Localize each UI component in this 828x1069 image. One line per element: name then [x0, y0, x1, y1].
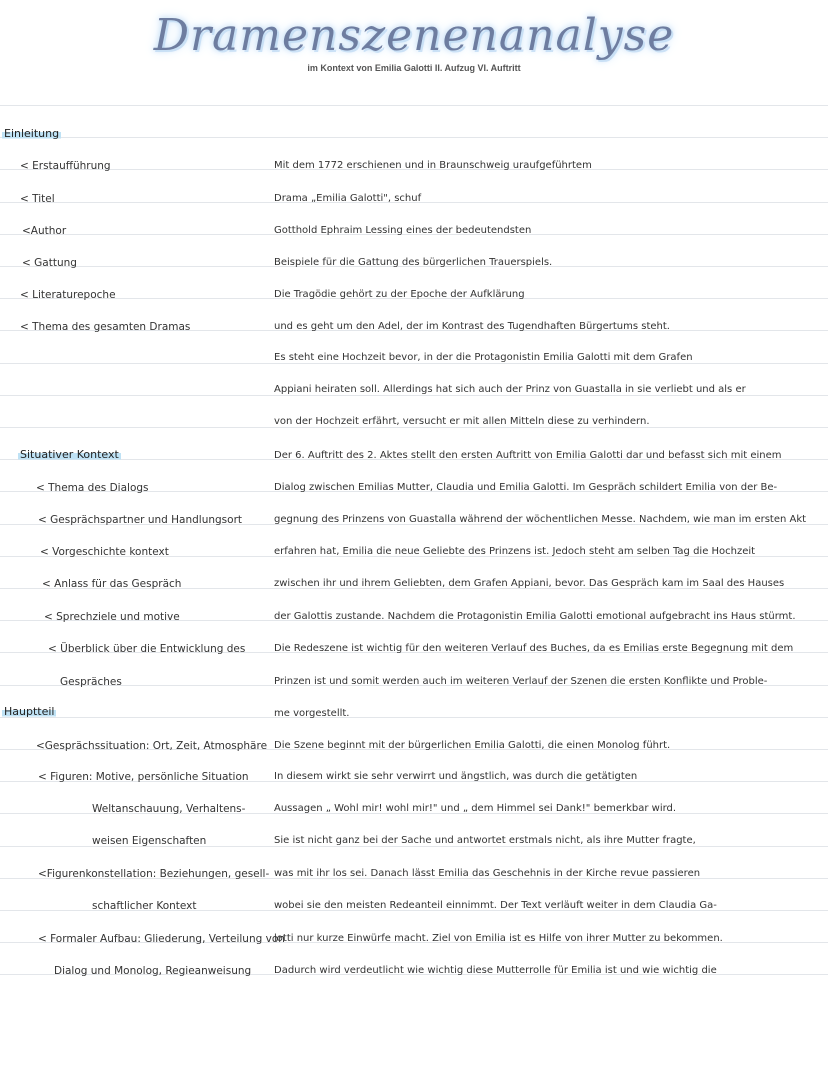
text-line: me vorgestellt. — [274, 708, 350, 719]
text-line: Appiani heiraten soll. Allerdings hat sich auch der Prinz von Guastalla in sie verliebt und als er — [274, 384, 746, 395]
text-line: Sie ist nicht ganz bei der Sache und antwortet erstmals nicht, als ihre Mutter fragte, — [274, 835, 696, 846]
text-line: zwischen ihr und ihrem Geliebten, dem Grafen Appiani, bevor. Das Gespräch kam im Saal des Hauses — [274, 578, 785, 589]
ruled-line — [0, 137, 828, 138]
label-gattung: < Gattung — [22, 257, 77, 269]
text-line: gegnung des Prinzens von Guastalla während der wöchentlichen Messe. Nachdem, wie man im ersten Akt — [274, 514, 807, 525]
label-gespraeches: Gespräches — [60, 676, 122, 688]
text-line: von der Hochzeit erfährt, versucht er mit allen Mitteln diese zu verhindern. — [274, 416, 650, 427]
label-figurenkonstellation: <Figurenkonstellation: Beziehungen, gesell- — [38, 868, 270, 880]
text-line: Drama „Emilia Galotti", schuf — [274, 193, 422, 204]
text-line: wobei sie den meisten Redeanteil einnimmt. Der Text verläuft weiter in dem Claudia Ga- — [274, 900, 717, 911]
ruled-line — [0, 427, 828, 428]
ruled-line — [0, 363, 828, 364]
ruled-line — [0, 395, 828, 396]
label-literaturepoche: < Literaturepoche — [20, 289, 116, 301]
label-thema-dialogs: < Thema des Dialogs — [36, 482, 149, 494]
label-ueberblick: < Überblick über die Entwicklung des — [48, 643, 246, 655]
section-heading-einleitung: Einleitung — [4, 127, 60, 140]
label-gespraechspartner: < Gesprächspartner und Handlungsort — [38, 514, 243, 526]
text-line: Mit dem 1772 erschienen und in Braunschweig uraufgeführtem — [274, 160, 592, 171]
text-line: Der 6. Auftritt des 2. Aktes stellt den ersten Auftritt von Emilia Galotti dar und befasst sich mit einem — [274, 450, 782, 461]
text-line: Prinzen ist und somit werden auch im weiteren Verlauf der Szenen die ersten Konflikte und Proble- — [274, 676, 768, 687]
text-line: Die Tragödie gehört zu der Epoche der Aufklärung — [274, 289, 525, 300]
label-figuren: < Figuren: Motive, persönliche Situation — [38, 771, 249, 783]
label-anlass: < Anlass für das Gespräch — [42, 578, 182, 590]
text-line: was mit ihr los sei. Danach lässt Emilia das Geschehnis in der Kirche revue passieren — [274, 868, 701, 879]
text-line: In diesem wirkt sie sehr verwirrt und ängstlich, was durch die getätigten — [274, 771, 638, 782]
text-line: und es geht um den Adel, der im Kontrast des Tugendhaften Bürgertums steht. — [274, 321, 670, 332]
label-dialog-monolog: Dialog und Monolog, Regieanweisung — [54, 965, 252, 977]
text-line: lotti nur kurze Einwürfe macht. Ziel von Emilia ist es Hilfe von ihrer Mutter zu bekommen. — [274, 933, 723, 944]
ruled-line — [0, 105, 828, 106]
page-subtitle: im Kontext von Emilia Galotti II. Aufzug VI. Auftritt — [307, 63, 521, 73]
label-formaler-aufbau: < Formaler Aufbau: Gliederung, Verteilung von — [38, 933, 285, 945]
label-author: <Author — [22, 225, 67, 237]
label-erstauffuehrung: < Erstaufführung — [20, 160, 111, 172]
label-gespraechssituation: <Gesprächssituation: Ort, Zeit, Atmosphäre — [36, 740, 268, 752]
page-title: Dramenszenenanalyse — [153, 10, 675, 61]
label-thema-dramas: < Thema des gesamten Dramas — [20, 321, 191, 333]
text-line: erfahren hat, Emilia die neue Geliebte des Prinzens ist. Jedoch steht am selben Tag die Hochzeit — [274, 546, 756, 557]
label-eigenschaften: weisen Eigenschaften — [92, 835, 207, 847]
text-line: Beispiele für die Gattung des bürgerlichen Trauerspiels. — [274, 257, 553, 268]
text-line: Aussagen „ Wohl mir! wohl mir!" und „ dem Himmel sei Dank!" bemerkbar wird. — [274, 803, 677, 814]
text-line: Gotthold Ephraim Lessing eines der bedeutendsten — [274, 225, 532, 236]
label-vorgeschichte: < Vorgeschichte kontext — [40, 546, 169, 558]
label-titel: < Titel — [20, 193, 55, 205]
section-heading-situativer-kontext: Situativer Kontext — [20, 448, 119, 461]
text-line: der Galottis zustande. Nachdem die Protagonistin Emilia Galotti emotional aufgebracht ins Haus stürmt. — [274, 611, 796, 622]
label-gesellschaftlich: schaftlicher Kontext — [92, 900, 197, 912]
section-heading-hauptteil: Hauptteil — [4, 705, 55, 718]
label-weltanschauung: Weltanschauung, Verhaltens- — [92, 803, 246, 815]
text-line: Die Redeszene ist wichtig für den weiteren Verlauf des Buches, da es Emilias erste Begegnung mit dem — [274, 643, 794, 654]
text-line: Die Szene beginnt mit der bürgerlichen Emilia Galotti, die einen Monolog führt. — [274, 740, 671, 751]
text-line: Dadurch wird verdeutlicht wie wichtig diese Mutterrolle für Emilia ist und wie wichtig die — [274, 965, 717, 976]
text-line: Dialog zwischen Emilias Mutter, Claudia und Emilia Galotti. Im Gespräch schildert Emilia von der Be- — [274, 482, 778, 493]
label-sprechziele: < Sprechziele und motive — [44, 611, 180, 623]
text-line: Es steht eine Hochzeit bevor, in der die Protagonistin Emilia Galotti mit dem Grafen — [274, 352, 693, 363]
